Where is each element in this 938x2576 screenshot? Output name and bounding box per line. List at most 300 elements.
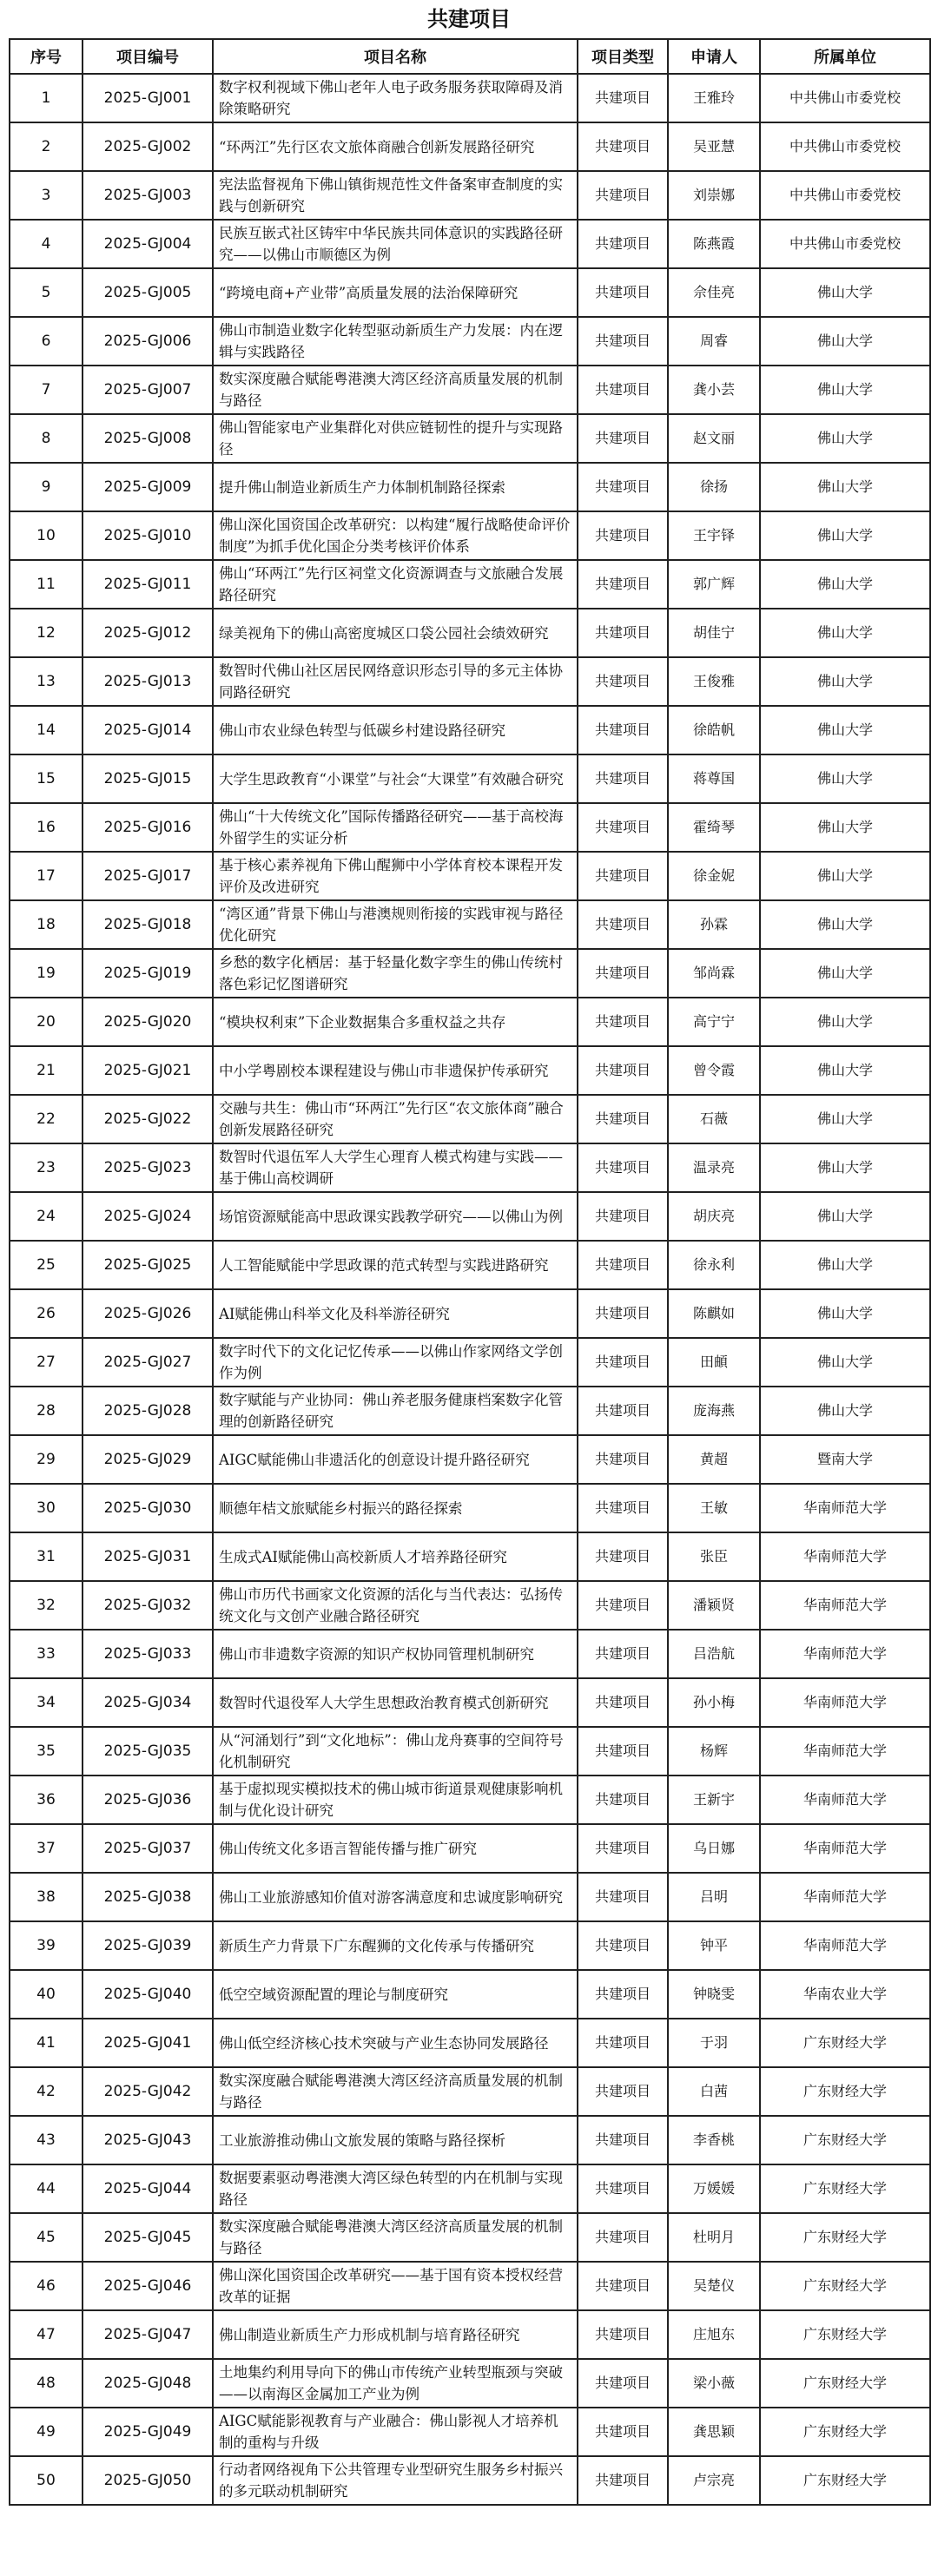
cell-code: 2025-GJ020 <box>83 998 213 1046</box>
cell-unit: 中共佛山市委党校 <box>760 74 930 122</box>
cell-type: 共建项目 <box>578 1289 668 1338</box>
cell-type: 共建项目 <box>578 609 668 657</box>
header-code: 项目编号 <box>83 39 213 74</box>
cell-applicant: 梁小薇 <box>668 2359 760 2408</box>
cell-no: 20 <box>10 998 83 1046</box>
cell-project-name: 佛山“十大传统文化”国际传播路径研究——基于高校海外留学生的实证分析 <box>213 803 578 852</box>
cell-project-name: 基于核心素养视角下佛山醒狮中小学体育校本课程开发评价及改进研究 <box>213 852 578 900</box>
cell-applicant: 杜明月 <box>668 2213 760 2262</box>
cell-applicant: 李香桃 <box>668 2116 760 2164</box>
cell-applicant: 庞海燕 <box>668 1387 760 1435</box>
cell-code: 2025-GJ018 <box>83 900 213 949</box>
cell-no: 25 <box>10 1241 83 1289</box>
cell-no: 35 <box>10 1727 83 1776</box>
table-body <box>10 74 930 2505</box>
cell-applicant: 郭广辉 <box>668 560 760 609</box>
cell-unit: 华南师范大学 <box>760 1581 930 1630</box>
cell-unit: 广东财经大学 <box>760 2067 930 2116</box>
cell-applicant: 潘颖贤 <box>668 1581 760 1630</box>
cell-no: 46 <box>10 2262 83 2310</box>
cell-type: 共建项目 <box>578 2164 668 2213</box>
cell-unit: 广东财经大学 <box>760 2213 930 2262</box>
cell-applicant: 胡庆亮 <box>668 1192 760 1241</box>
cell-no: 31 <box>10 1532 83 1581</box>
table-row <box>10 1678 930 1727</box>
cell-code: 2025-GJ050 <box>83 2456 213 2505</box>
cell-type: 共建项目 <box>578 2067 668 2116</box>
cell-project-name: 佛山低空经济核心技术突破与产业生态协同发展路径 <box>213 2019 578 2067</box>
cell-project-name: 基于虚拟现实模拟技术的佛山城市街道景观健康影响机制与优化设计研究 <box>213 1776 578 1824</box>
table-row <box>10 657 930 706</box>
cell-type: 共建项目 <box>578 1678 668 1727</box>
table-header <box>10 39 930 74</box>
cell-type: 共建项目 <box>578 1435 668 1484</box>
cell-type: 共建项目 <box>578 1921 668 1970</box>
table-row <box>10 1046 930 1095</box>
cell-type: 共建项目 <box>578 1046 668 1095</box>
cell-project-name: 数实深度融合赋能粤港澳大湾区经济高质量发展的机制与路径 <box>213 2213 578 2262</box>
cell-type: 共建项目 <box>578 1630 668 1678</box>
cell-unit: 佛山大学 <box>760 609 930 657</box>
table-row <box>10 803 930 852</box>
cell-unit: 佛山大学 <box>760 366 930 414</box>
cell-applicant: 徐永利 <box>668 1241 760 1289</box>
cell-type: 共建项目 <box>578 2262 668 2310</box>
cell-type: 共建项目 <box>578 1338 668 1387</box>
cell-applicant: 王宇铎 <box>668 511 760 560</box>
cell-no: 18 <box>10 900 83 949</box>
cell-type: 共建项目 <box>578 1776 668 1824</box>
table-row <box>10 900 930 949</box>
cell-project-name: 数字时代下的文化记忆传承——以佛山作家网络文学创作为例 <box>213 1338 578 1387</box>
cell-project-name: 乡愁的数字化栖居：基于轻量化数字孪生的佛山传统村落色彩记忆图谱研究 <box>213 949 578 998</box>
table-row <box>10 268 930 317</box>
cell-code: 2025-GJ048 <box>83 2359 213 2408</box>
cell-project-name: 数字赋能与产业协同：佛山养老服务健康档案数字化管理的创新路径研究 <box>213 1387 578 1435</box>
cell-applicant: 龚思颖 <box>668 2408 760 2456</box>
cell-project-name: 提升佛山制造业新质生产力体制机制路径探索 <box>213 463 578 511</box>
table-row <box>10 754 930 803</box>
cell-project-name: “湾区通”背景下佛山与港澳规则衔接的实践审视与路径优化研究 <box>213 900 578 949</box>
cell-no: 33 <box>10 1630 83 1678</box>
cell-applicant: 田頔 <box>668 1338 760 1387</box>
table-row <box>10 1630 930 1678</box>
cell-unit: 佛山大学 <box>760 560 930 609</box>
cell-applicant: 陈燕霞 <box>668 220 760 268</box>
cell-code: 2025-GJ001 <box>83 74 213 122</box>
cell-type: 共建项目 <box>578 852 668 900</box>
projects-table <box>9 38 931 2506</box>
header-applicant: 申请人 <box>668 39 760 74</box>
cell-code: 2025-GJ038 <box>83 1873 213 1921</box>
cell-unit: 华南师范大学 <box>760 1678 930 1727</box>
cell-no: 42 <box>10 2067 83 2116</box>
table-row <box>10 1387 930 1435</box>
cell-code: 2025-GJ032 <box>83 1581 213 1630</box>
cell-project-name: 数智时代佛山社区居民网络意识形态引导的多元主体协同路径研究 <box>213 657 578 706</box>
cell-type: 共建项目 <box>578 657 668 706</box>
cell-no: 28 <box>10 1387 83 1435</box>
cell-applicant: 钟晓雯 <box>668 1970 760 2019</box>
cell-code: 2025-GJ034 <box>83 1678 213 1727</box>
cell-project-name: 从“河涌划行”到“文化地标”：佛山龙舟赛事的空间符号化机制研究 <box>213 1727 578 1776</box>
cell-unit: 佛山大学 <box>760 949 930 998</box>
cell-type: 共建项目 <box>578 2456 668 2505</box>
cell-type: 共建项目 <box>578 2116 668 2164</box>
cell-unit: 佛山大学 <box>760 1241 930 1289</box>
cell-code: 2025-GJ023 <box>83 1143 213 1192</box>
cell-applicant: 陈麒如 <box>668 1289 760 1338</box>
cell-project-name: 佛山市制造业数字化转型驱动新质生产力发展：内在逻辑与实践路径 <box>213 317 578 366</box>
cell-unit: 佛山大学 <box>760 1192 930 1241</box>
cell-no: 24 <box>10 1192 83 1241</box>
cell-type: 共建项目 <box>578 1824 668 1873</box>
cell-applicant: 孙小梅 <box>668 1678 760 1727</box>
cell-type: 共建项目 <box>578 463 668 511</box>
cell-no: 47 <box>10 2310 83 2359</box>
table-row <box>10 1532 930 1581</box>
cell-type: 共建项目 <box>578 2019 668 2067</box>
cell-applicant: 蒋尊国 <box>668 754 760 803</box>
cell-project-name: “环两江”先行区农文旅体商融合创新发展路径研究 <box>213 122 578 171</box>
cell-code: 2025-GJ019 <box>83 949 213 998</box>
cell-applicant: 王雅玲 <box>668 74 760 122</box>
cell-unit: 华南师范大学 <box>760 1484 930 1532</box>
header-unit: 所属单位 <box>760 39 930 74</box>
cell-project-name: 工业旅游推动佛山文旅发展的策略与路径探析 <box>213 2116 578 2164</box>
cell-unit: 佛山大学 <box>760 1338 930 1387</box>
cell-applicant: 吕浩航 <box>668 1630 760 1678</box>
table-row <box>10 1241 930 1289</box>
cell-type: 共建项目 <box>578 2213 668 2262</box>
cell-type: 共建项目 <box>578 74 668 122</box>
cell-applicant: 卢宗亮 <box>668 2456 760 2505</box>
cell-no: 38 <box>10 1873 83 1921</box>
cell-unit: 佛山大学 <box>760 1143 930 1192</box>
cell-project-name: 数实深度融合赋能粤港澳大湾区经济高质量发展的机制与路径 <box>213 366 578 414</box>
table-row <box>10 122 930 171</box>
cell-applicant: 乌日娜 <box>668 1824 760 1873</box>
cell-applicant: 石薇 <box>668 1095 760 1143</box>
cell-unit: 广东财经大学 <box>760 2019 930 2067</box>
table-row <box>10 1143 930 1192</box>
cell-no: 22 <box>10 1095 83 1143</box>
cell-applicant: 白茜 <box>668 2067 760 2116</box>
cell-applicant: 邹尚霖 <box>668 949 760 998</box>
cell-unit: 佛山大学 <box>760 268 930 317</box>
cell-unit: 佛山大学 <box>760 852 930 900</box>
cell-project-name: 佛山深化国资国企改革研究：以构建“履行战略使命评价制度”为抓手优化国企分类考核评价体系 <box>213 511 578 560</box>
cell-no: 13 <box>10 657 83 706</box>
cell-applicant: 张臣 <box>668 1532 760 1581</box>
cell-applicant: 吴楚仪 <box>668 2262 760 2310</box>
cell-no: 36 <box>10 1776 83 1824</box>
cell-unit: 华南师范大学 <box>760 1921 930 1970</box>
cell-no: 14 <box>10 706 83 754</box>
cell-unit: 华南师范大学 <box>760 1824 930 1873</box>
table-row <box>10 2164 930 2213</box>
cell-applicant: 霍绮琴 <box>668 803 760 852</box>
cell-code: 2025-GJ026 <box>83 1289 213 1338</box>
cell-type: 共建项目 <box>578 1143 668 1192</box>
cell-code: 2025-GJ005 <box>83 268 213 317</box>
table-row <box>10 2456 930 2505</box>
cell-unit: 华南师范大学 <box>760 1873 930 1921</box>
cell-project-name: 新质生产力背景下广东醒狮的文化传承与传播研究 <box>213 1921 578 1970</box>
header-name: 项目名称 <box>213 39 578 74</box>
cell-type: 共建项目 <box>578 900 668 949</box>
header-type: 项目类型 <box>578 39 668 74</box>
cell-project-name: 大学生思政教育“小课堂”与社会“大课堂”有效融合研究 <box>213 754 578 803</box>
cell-unit: 佛山大学 <box>760 1387 930 1435</box>
table-row <box>10 1824 930 1873</box>
cell-applicant: 吕明 <box>668 1873 760 1921</box>
cell-project-name: 数据要素驱动粤港澳大湾区绿色转型的内在机制与实现路径 <box>213 2164 578 2213</box>
cell-project-name: 佛山工业旅游感知价值对游客满意度和忠诚度影响研究 <box>213 1873 578 1921</box>
cell-code: 2025-GJ049 <box>83 2408 213 2456</box>
cell-project-name: 生成式AI赋能佛山高校新质人才培养路径研究 <box>213 1532 578 1581</box>
cell-project-name: 顺德年桔文旅赋能乡村振兴的路径探索 <box>213 1484 578 1532</box>
cell-unit: 华南农业大学 <box>760 1970 930 2019</box>
cell-project-name: 佛山智能家电产业集群化对供应链韧性的提升与实现路径 <box>213 414 578 463</box>
cell-project-name: 数字权利视域下佛山老年人电子政务服务获取障碍及消除策略研究 <box>213 74 578 122</box>
cell-unit: 佛山大学 <box>760 657 930 706</box>
cell-applicant: 杨辉 <box>668 1727 760 1776</box>
cell-no: 49 <box>10 2408 83 2456</box>
cell-no: 27 <box>10 1338 83 1387</box>
table-row <box>10 1338 930 1387</box>
table-row <box>10 998 930 1046</box>
table-row <box>10 949 930 998</box>
cell-code: 2025-GJ009 <box>83 463 213 511</box>
cell-applicant: 吴亚慧 <box>668 122 760 171</box>
cell-applicant: 龚小芸 <box>668 366 760 414</box>
table-row <box>10 1435 930 1484</box>
table-row <box>10 2019 930 2067</box>
table-row <box>10 2116 930 2164</box>
cell-type: 共建项目 <box>578 803 668 852</box>
table-row <box>10 2262 930 2310</box>
cell-type: 共建项目 <box>578 2359 668 2408</box>
cell-project-name: 佛山市历代书画家文化资源的活化与当代表达：弘扬传统文化与文创产业融合路径研究 <box>213 1581 578 1630</box>
table-row <box>10 463 930 511</box>
page-title: 共建项目 <box>427 7 511 31</box>
cell-project-name: 佛山“环两江”先行区祠堂文化资源调查与文旅融合发展路径研究 <box>213 560 578 609</box>
cell-unit: 佛山大学 <box>760 463 930 511</box>
cell-no: 11 <box>10 560 83 609</box>
cell-project-name: 佛山制造业新质生产力形成机制与培育路径研究 <box>213 2310 578 2359</box>
table-row <box>10 609 930 657</box>
cell-type: 共建项目 <box>578 511 668 560</box>
cell-code: 2025-GJ021 <box>83 1046 213 1095</box>
cell-no: 40 <box>10 1970 83 2019</box>
cell-no: 32 <box>10 1581 83 1630</box>
cell-applicant: 周睿 <box>668 317 760 366</box>
cell-unit: 佛山大学 <box>760 803 930 852</box>
cell-unit: 广东财经大学 <box>760 2116 930 2164</box>
cell-code: 2025-GJ030 <box>83 1484 213 1532</box>
cell-code: 2025-GJ004 <box>83 220 213 268</box>
cell-type: 共建项目 <box>578 220 668 268</box>
table-row <box>10 1873 930 1921</box>
table-row <box>10 560 930 609</box>
cell-applicant: 赵文丽 <box>668 414 760 463</box>
cell-no: 3 <box>10 171 83 220</box>
table-row <box>10 2408 930 2456</box>
cell-unit: 广东财经大学 <box>760 2262 930 2310</box>
table-row <box>10 1776 930 1824</box>
table-row <box>10 1289 930 1338</box>
cell-code: 2025-GJ017 <box>83 852 213 900</box>
cell-code: 2025-GJ012 <box>83 609 213 657</box>
cell-applicant: 徐金妮 <box>668 852 760 900</box>
cell-applicant: 孙霖 <box>668 900 760 949</box>
cell-unit: 华南师范大学 <box>760 1727 930 1776</box>
cell-no: 43 <box>10 2116 83 2164</box>
cell-no: 5 <box>10 268 83 317</box>
cell-applicant: 刘崇娜 <box>668 171 760 220</box>
table-row <box>10 706 930 754</box>
table-row <box>10 1970 930 2019</box>
cell-no: 19 <box>10 949 83 998</box>
cell-code: 2025-GJ037 <box>83 1824 213 1873</box>
cell-code: 2025-GJ011 <box>83 560 213 609</box>
cell-project-name: 佛山市农业绿色转型与低碳乡村建设路径研究 <box>213 706 578 754</box>
cell-unit: 佛山大学 <box>760 706 930 754</box>
cell-no: 4 <box>10 220 83 268</box>
cell-type: 共建项目 <box>578 754 668 803</box>
cell-code: 2025-GJ010 <box>83 511 213 560</box>
cell-project-name: “跨境电商+产业带”高质量发展的法治保障研究 <box>213 268 578 317</box>
table-row <box>10 1921 930 1970</box>
cell-no: 30 <box>10 1484 83 1532</box>
cell-unit: 佛山大学 <box>760 317 930 366</box>
cell-unit: 佛山大学 <box>760 511 930 560</box>
cell-project-name: 交融与共生：佛山市“环两江”先行区“农文旅体商”融合创新发展路径研究 <box>213 1095 578 1143</box>
cell-code: 2025-GJ044 <box>83 2164 213 2213</box>
cell-type: 共建项目 <box>578 2408 668 2456</box>
cell-no: 12 <box>10 609 83 657</box>
cell-applicant: 黄超 <box>668 1435 760 1484</box>
cell-code: 2025-GJ040 <box>83 1970 213 2019</box>
cell-unit: 广东财经大学 <box>760 2456 930 2505</box>
cell-unit: 佛山大学 <box>760 754 930 803</box>
header-no: 序号 <box>10 39 83 74</box>
cell-no: 44 <box>10 2164 83 2213</box>
cell-project-name: 土地集约利用导向下的佛山市传统产业转型瓶颈与突破——以南海区金属加工产业为例 <box>213 2359 578 2408</box>
cell-type: 共建项目 <box>578 268 668 317</box>
cell-type: 共建项目 <box>578 1873 668 1921</box>
cell-unit: 中共佛山市委党校 <box>760 220 930 268</box>
cell-code: 2025-GJ043 <box>83 2116 213 2164</box>
cell-unit: 佛山大学 <box>760 900 930 949</box>
cell-type: 共建项目 <box>578 1095 668 1143</box>
cell-applicant: 温录亮 <box>668 1143 760 1192</box>
cell-code: 2025-GJ025 <box>83 1241 213 1289</box>
cell-no: 8 <box>10 414 83 463</box>
cell-type: 共建项目 <box>578 1970 668 2019</box>
cell-no: 29 <box>10 1435 83 1484</box>
cell-code: 2025-GJ039 <box>83 1921 213 1970</box>
cell-project-name: “模块权利束”下企业数据集合多重权益之共存 <box>213 998 578 1046</box>
cell-applicant: 王新宇 <box>668 1776 760 1824</box>
cell-code: 2025-GJ045 <box>83 2213 213 2262</box>
cell-applicant: 万媛媛 <box>668 2164 760 2213</box>
cell-code: 2025-GJ013 <box>83 657 213 706</box>
table-row <box>10 2310 930 2359</box>
cell-code: 2025-GJ016 <box>83 803 213 852</box>
cell-code: 2025-GJ041 <box>83 2019 213 2067</box>
table-row <box>10 511 930 560</box>
cell-code: 2025-GJ024 <box>83 1192 213 1241</box>
cell-project-name: 行动者网络视角下公共管理专业型研究生服务乡村振兴的多元联动机制研究 <box>213 2456 578 2505</box>
cell-type: 共建项目 <box>578 2310 668 2359</box>
cell-code: 2025-GJ002 <box>83 122 213 171</box>
cell-applicant: 钟平 <box>668 1921 760 1970</box>
cell-type: 共建项目 <box>578 122 668 171</box>
table-row <box>10 1192 930 1241</box>
table-row <box>10 171 930 220</box>
cell-unit: 佛山大学 <box>760 414 930 463</box>
cell-type: 共建项目 <box>578 1581 668 1630</box>
cell-no: 21 <box>10 1046 83 1095</box>
cell-code: 2025-GJ014 <box>83 706 213 754</box>
cell-type: 共建项目 <box>578 1192 668 1241</box>
cell-type: 共建项目 <box>578 560 668 609</box>
cell-type: 共建项目 <box>578 998 668 1046</box>
cell-code: 2025-GJ008 <box>83 414 213 463</box>
cell-type: 共建项目 <box>578 949 668 998</box>
table-row <box>10 1727 930 1776</box>
table-row <box>10 2067 930 2116</box>
cell-project-name: 低空空域资源配置的理论与制度研究 <box>213 1970 578 2019</box>
cell-applicant: 胡佳宁 <box>668 609 760 657</box>
cell-code: 2025-GJ046 <box>83 2262 213 2310</box>
cell-code: 2025-GJ029 <box>83 1435 213 1484</box>
cell-project-name: 民族互嵌式社区铸牢中华民族共同体意识的实践路径研究——以佛山市顺德区为例 <box>213 220 578 268</box>
cell-no: 37 <box>10 1824 83 1873</box>
cell-type: 共建项目 <box>578 317 668 366</box>
cell-unit: 广东财经大学 <box>760 2359 930 2408</box>
cell-code: 2025-GJ003 <box>83 171 213 220</box>
cell-type: 共建项目 <box>578 706 668 754</box>
cell-unit: 广东财经大学 <box>760 2164 930 2213</box>
cell-project-name: 中小学粤剧校本课程建设与佛山市非遗保护传承研究 <box>213 1046 578 1095</box>
cell-code: 2025-GJ022 <box>83 1095 213 1143</box>
cell-no: 6 <box>10 317 83 366</box>
cell-project-name: 佛山深化国资国企改革研究——基于国有资本授权经营改革的证据 <box>213 2262 578 2310</box>
cell-project-name: AI赋能佛山科举文化及科举游径研究 <box>213 1289 578 1338</box>
cell-project-name: 宪法监督视角下佛山镇街规范性文件备案审查制度的实践与创新研究 <box>213 171 578 220</box>
cell-applicant: 曾令霞 <box>668 1046 760 1095</box>
cell-no: 16 <box>10 803 83 852</box>
cell-no: 7 <box>10 366 83 414</box>
cell-code: 2025-GJ028 <box>83 1387 213 1435</box>
cell-type: 共建项目 <box>578 1241 668 1289</box>
cell-project-name: 人工智能赋能中学思政课的范式转型与实践进路研究 <box>213 1241 578 1289</box>
cell-no: 50 <box>10 2456 83 2505</box>
cell-project-name: 场馆资源赋能高中思政课实践教学研究——以佛山为例 <box>213 1192 578 1241</box>
table-row <box>10 74 930 122</box>
cell-unit: 佛山大学 <box>760 1095 930 1143</box>
cell-applicant: 王俊雅 <box>668 657 760 706</box>
cell-code: 2025-GJ027 <box>83 1338 213 1387</box>
cell-no: 17 <box>10 852 83 900</box>
table-row <box>10 220 930 268</box>
cell-code: 2025-GJ033 <box>83 1630 213 1678</box>
cell-project-name: 佛山市非遗数字资源的知识产权协同管理机制研究 <box>213 1630 578 1678</box>
cell-type: 共建项目 <box>578 171 668 220</box>
